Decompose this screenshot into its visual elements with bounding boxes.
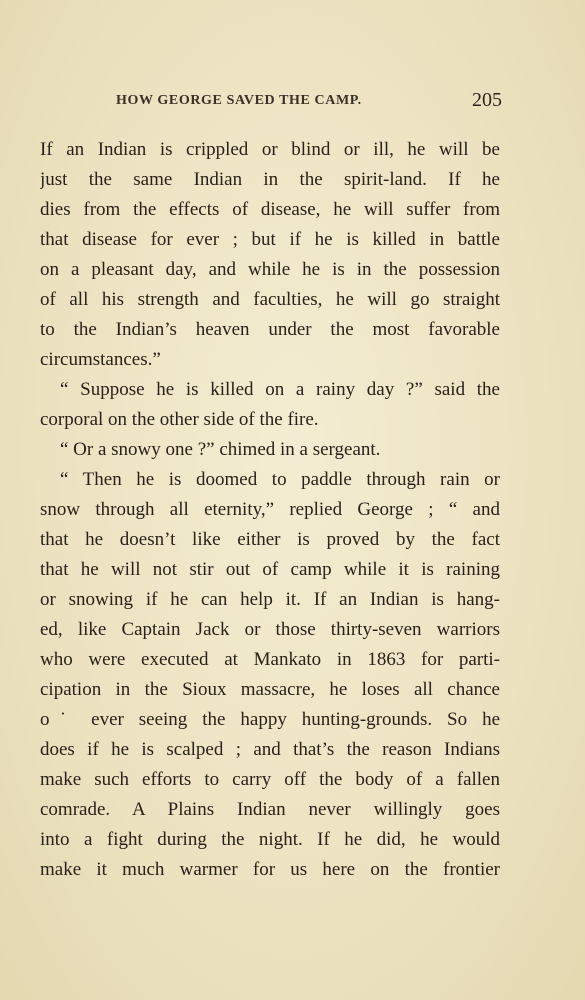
- text-line: “ Or a snowy one ?” chimed in a sergeant.: [60, 439, 381, 460]
- text-line: If an Indian is crippled or blind or ill, he will be: [40, 139, 500, 160]
- running-head: HOW GEORGE SAVED THE CAMP.: [116, 93, 362, 108]
- page-header: [40, 90, 500, 114]
- body-text: [40, 135, 500, 885]
- text-line: who were executed at Mankato in 1863 for parti-: [40, 649, 500, 670]
- text-line: to the Indian’s heaven under the most favorable: [40, 319, 500, 340]
- text-line: that disease for ever ; but if he is killed in battle: [40, 229, 500, 250]
- text-line: make it much warmer for us here on the frontier: [40, 859, 500, 880]
- text-line: does if he is scalped ; and that’s the reason Indians: [40, 739, 500, 760]
- text-line: just the same Indian in the spirit-land. If he: [40, 169, 500, 190]
- text-line: “ Then he is doomed to paddle through rain or: [60, 469, 500, 490]
- text-line: into a fight during the night. If he did, he would: [40, 829, 500, 850]
- text-line: make such efforts to carry off the body of a fallen: [40, 769, 500, 790]
- text-line: that he doesn’t like either is proved by the fact: [40, 529, 500, 550]
- text-line: snow through all eternity,” replied George ; “ and: [40, 499, 500, 520]
- text-line: ed, like Captain Jack or those thirty-seven warriors: [40, 619, 500, 640]
- text-line: o˙ ever seeing the happy hunting-grounds. So he: [40, 709, 500, 730]
- text-line: circumstances.”: [40, 349, 161, 370]
- page-number: 205: [472, 89, 502, 111]
- text-line: of all his strength and faculties, he will go straight: [40, 289, 500, 310]
- text-line: comrade. A Plains Indian never willingly goes: [40, 799, 500, 820]
- text-line: or snowing if he can help it. If an Indian is hang-: [40, 589, 500, 610]
- text-line: corporal on the other side of the fire.: [40, 409, 319, 430]
- text-line: cipation in the Sioux massacre, he loses all chance: [40, 679, 500, 700]
- text-line: that he will not stir out of camp while it is raining: [40, 559, 500, 580]
- text-line: “ Suppose he is killed on a rainy day ?” said the: [60, 379, 500, 400]
- text-line: on a pleasant day, and while he is in the possession: [40, 259, 500, 280]
- text-line: dies from the effects of disease, he will suffer from: [40, 199, 500, 220]
